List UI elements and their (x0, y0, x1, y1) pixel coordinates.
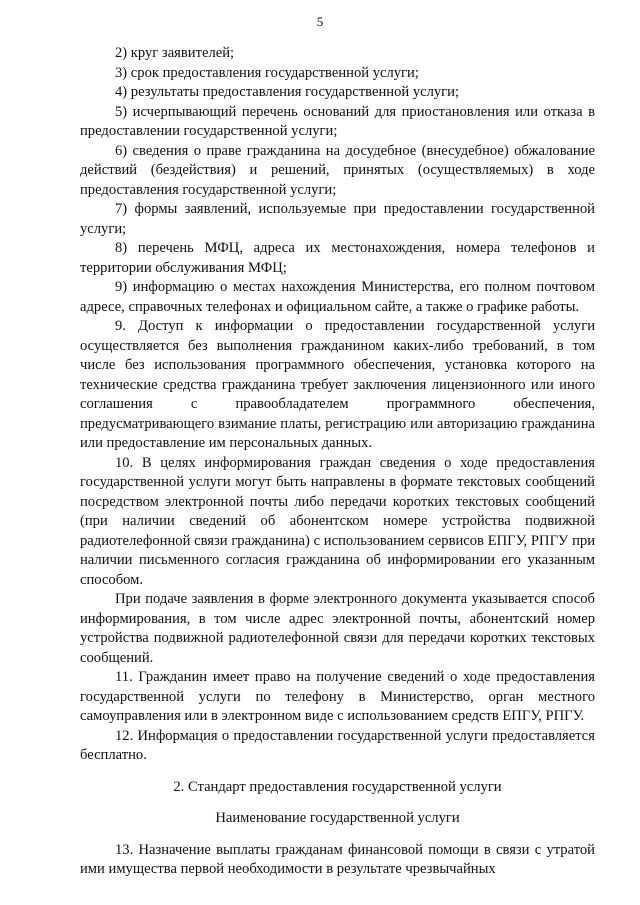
paragraph-notification-method: При подаче заявления в форме электронного документа указывается способ информирования, в том числе адрес электронной почты, абонентский номер устройства подвижной радиотелефонной связи для передачи коротких текстовых сообщений. (80, 591, 595, 666)
list-item-grounds: 5) исчерпывающий перечень оснований для приостановления или отказа в предоставлении государственной услуги; (80, 103, 595, 139)
paragraph-9: 9. Доступ к информации о предоставлении государственной услуги осуществляется без выполнения гражданином каких-либо требований, в том числе без использования программного обеспечения, установка которого на технические средства гражданина требует заключения лицензионного или иного соглашения с правообладателем программного обеспечения, предусматривающего взимание платы, регистрацию или авторизацию гражданина или предоставление им персональных данных. (80, 318, 595, 451)
paragraph-13: 13. Назначение выплаты гражданам финансовой помощи в связи с утратой ими имущества первой необходимости в результате чрезвычайных (80, 841, 595, 877)
paragraph-11: 11. Гражданин имеет право на получение сведений о ходе предоставления государственной услуги по телефону в Министерство, орган местного самоуправления или в электронном виде с использованием средств ЕПГУ, РПГУ. (80, 669, 595, 724)
paragraph-12: 12. Информация о предоставлении государственной услуги предоставляется бесплатно. (80, 727, 595, 763)
list-item-mfc: 8) перечень МФЦ, адреса их местонахождения, номера телефонов и территории обслуживания МФЦ; (80, 240, 595, 276)
paragraph-10: 10. В целях информирования граждан сведения о ходе предоставления государственной услуги могут быть направлены в формате текстовых сообщений посредством электронной почты либо передачи коротких текстовых сообщений (при наличии сведений об абонентском номере устройства подвижной радиотелефонной связи гражданина) с использованием сервисов ЕПГУ, РПГУ при наличии письменного согласия гражданина об информировании его указанным способом. (80, 454, 595, 588)
list-item-term: 3) срок предоставления государственной услуги; (115, 64, 419, 81)
section-heading: 2. Стандарт предоставления государственной услуги (173, 778, 502, 795)
subheading: Наименование государственной услуги (215, 810, 460, 826)
list-item-appeal: 6) сведения о праве гражданина на досудебное (внесудебное) обжалование действий (бездействия) и решений, принятых (осуществляемых) в ходе предоставления государственной услуги; (80, 142, 595, 198)
list-item-forms: 7) формы заявлений, используемые при предоставлении государственной услуги; (80, 201, 595, 237)
document-body (80, 44, 595, 880)
list-item-applicants: 2) круг заявителей; (115, 45, 235, 61)
page-number: 5 (316, 14, 324, 29)
list-item-ministry-info: 9) информацию о местах нахождения Министерства, его полном почтовом адресе, справочных телефонах и официальном сайте, а также о графике работы. (80, 279, 595, 315)
list-item-results: 4) результаты предоставления государственной услуги; (115, 84, 460, 100)
